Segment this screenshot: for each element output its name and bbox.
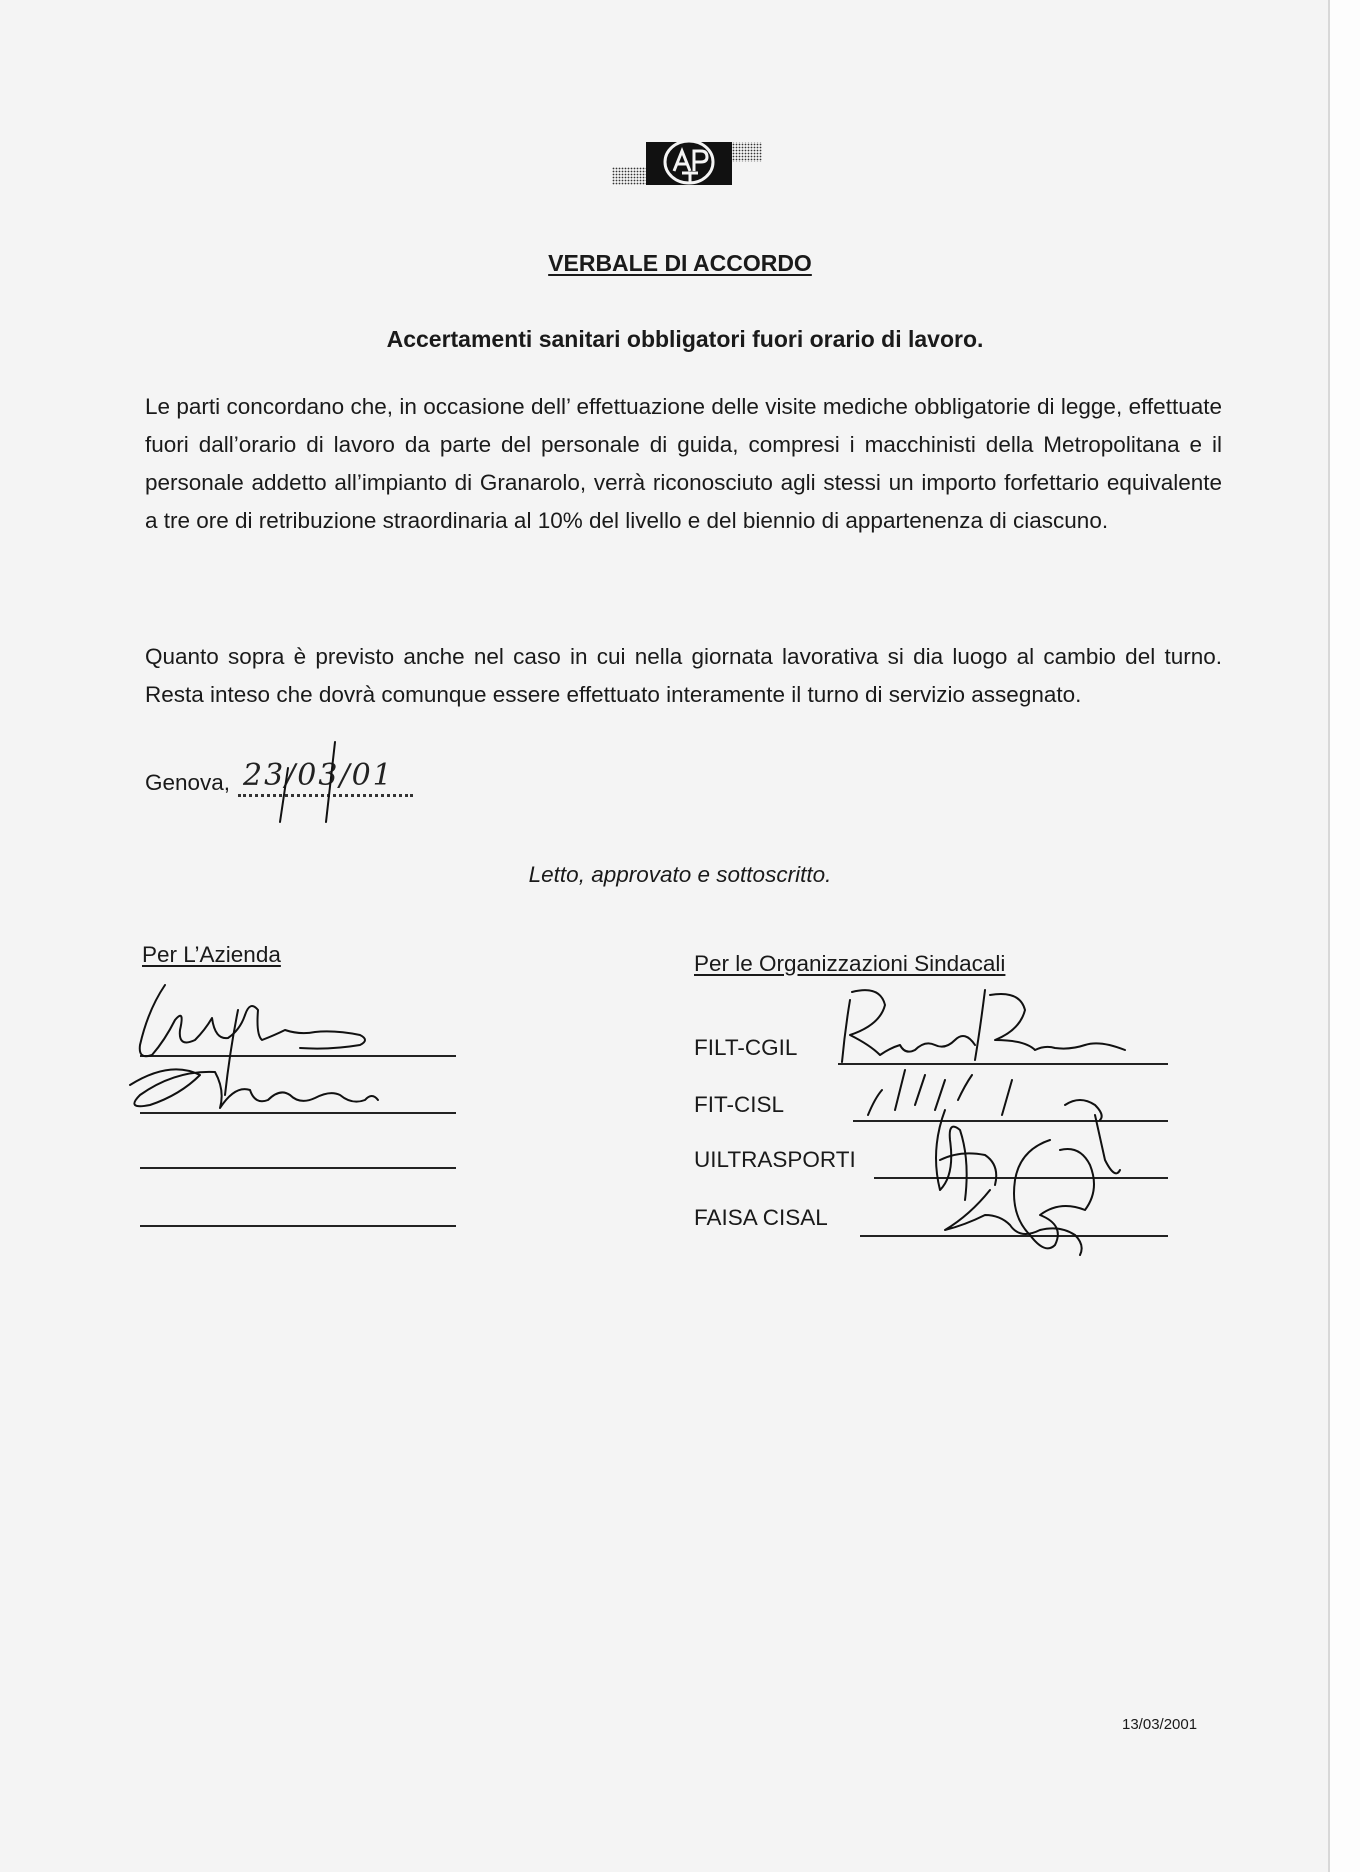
- union-label-faisa-cisal: FAISA CISAL: [694, 1205, 828, 1230]
- union-label-uiltrasporti: UILTRASPORTI: [694, 1147, 856, 1172]
- union-signature-line: [853, 1120, 1168, 1122]
- union-signature-line: [860, 1235, 1168, 1237]
- company-signature-line: [140, 1112, 456, 1114]
- union-label-filt-cgil: FILT-CGIL: [694, 1035, 798, 1060]
- paragraph-1: Le parti concordano che, in occasione dell’ effettuazione delle visite mediche obbligatorie di legge, effettuate fuori dall’orario di lavoro da parte del personale di guida, compresi i macchinisti della Metropolitana e il personale addetto all’impianto di Granarolo, verrà riconosciuto agli stessi un importo forfettario equivalente a tre ore di retribuzione straordinaria al 10% del livello e del biennio di appartenenza di ciascuno.: [145, 394, 1222, 533]
- document-subtitle: Accertamenti sanitari obbligatori fuori orario di lavoro.: [386, 326, 984, 352]
- handwritten-date: 23/03/01: [243, 758, 394, 793]
- company-signature-line: [140, 1225, 456, 1227]
- paragraph-2: Quanto sopra è previsto anche nel caso in cui nella giornata lavorativa si dia luogo al cambio del turno. Resta inteso che dovrà comunque essere effettuato interamente il turno di servizio assegnato.: [145, 644, 1222, 707]
- date-dotted-line: [238, 794, 413, 797]
- unions-heading: Per le Organizzazioni Sindacali: [694, 951, 1006, 976]
- approval-line: Letto, approvato e sottoscritto.: [528, 862, 832, 887]
- union-signature-line: [838, 1063, 1168, 1065]
- place-label: Genova,: [145, 770, 231, 795]
- document-title: VERBALE DI ACCORDO: [548, 250, 812, 276]
- company-heading: Per L’Azienda: [142, 942, 281, 967]
- union-signature-line: [874, 1177, 1168, 1179]
- footer-date: 13/03/2001: [1122, 1716, 1198, 1733]
- page-edge: [1330, 0, 1360, 1872]
- company-logo: [612, 137, 762, 192]
- company-signature-line: [140, 1055, 456, 1057]
- company-signature-line: [140, 1167, 456, 1169]
- union-label-fit-cisl: FIT-CISL: [694, 1092, 785, 1117]
